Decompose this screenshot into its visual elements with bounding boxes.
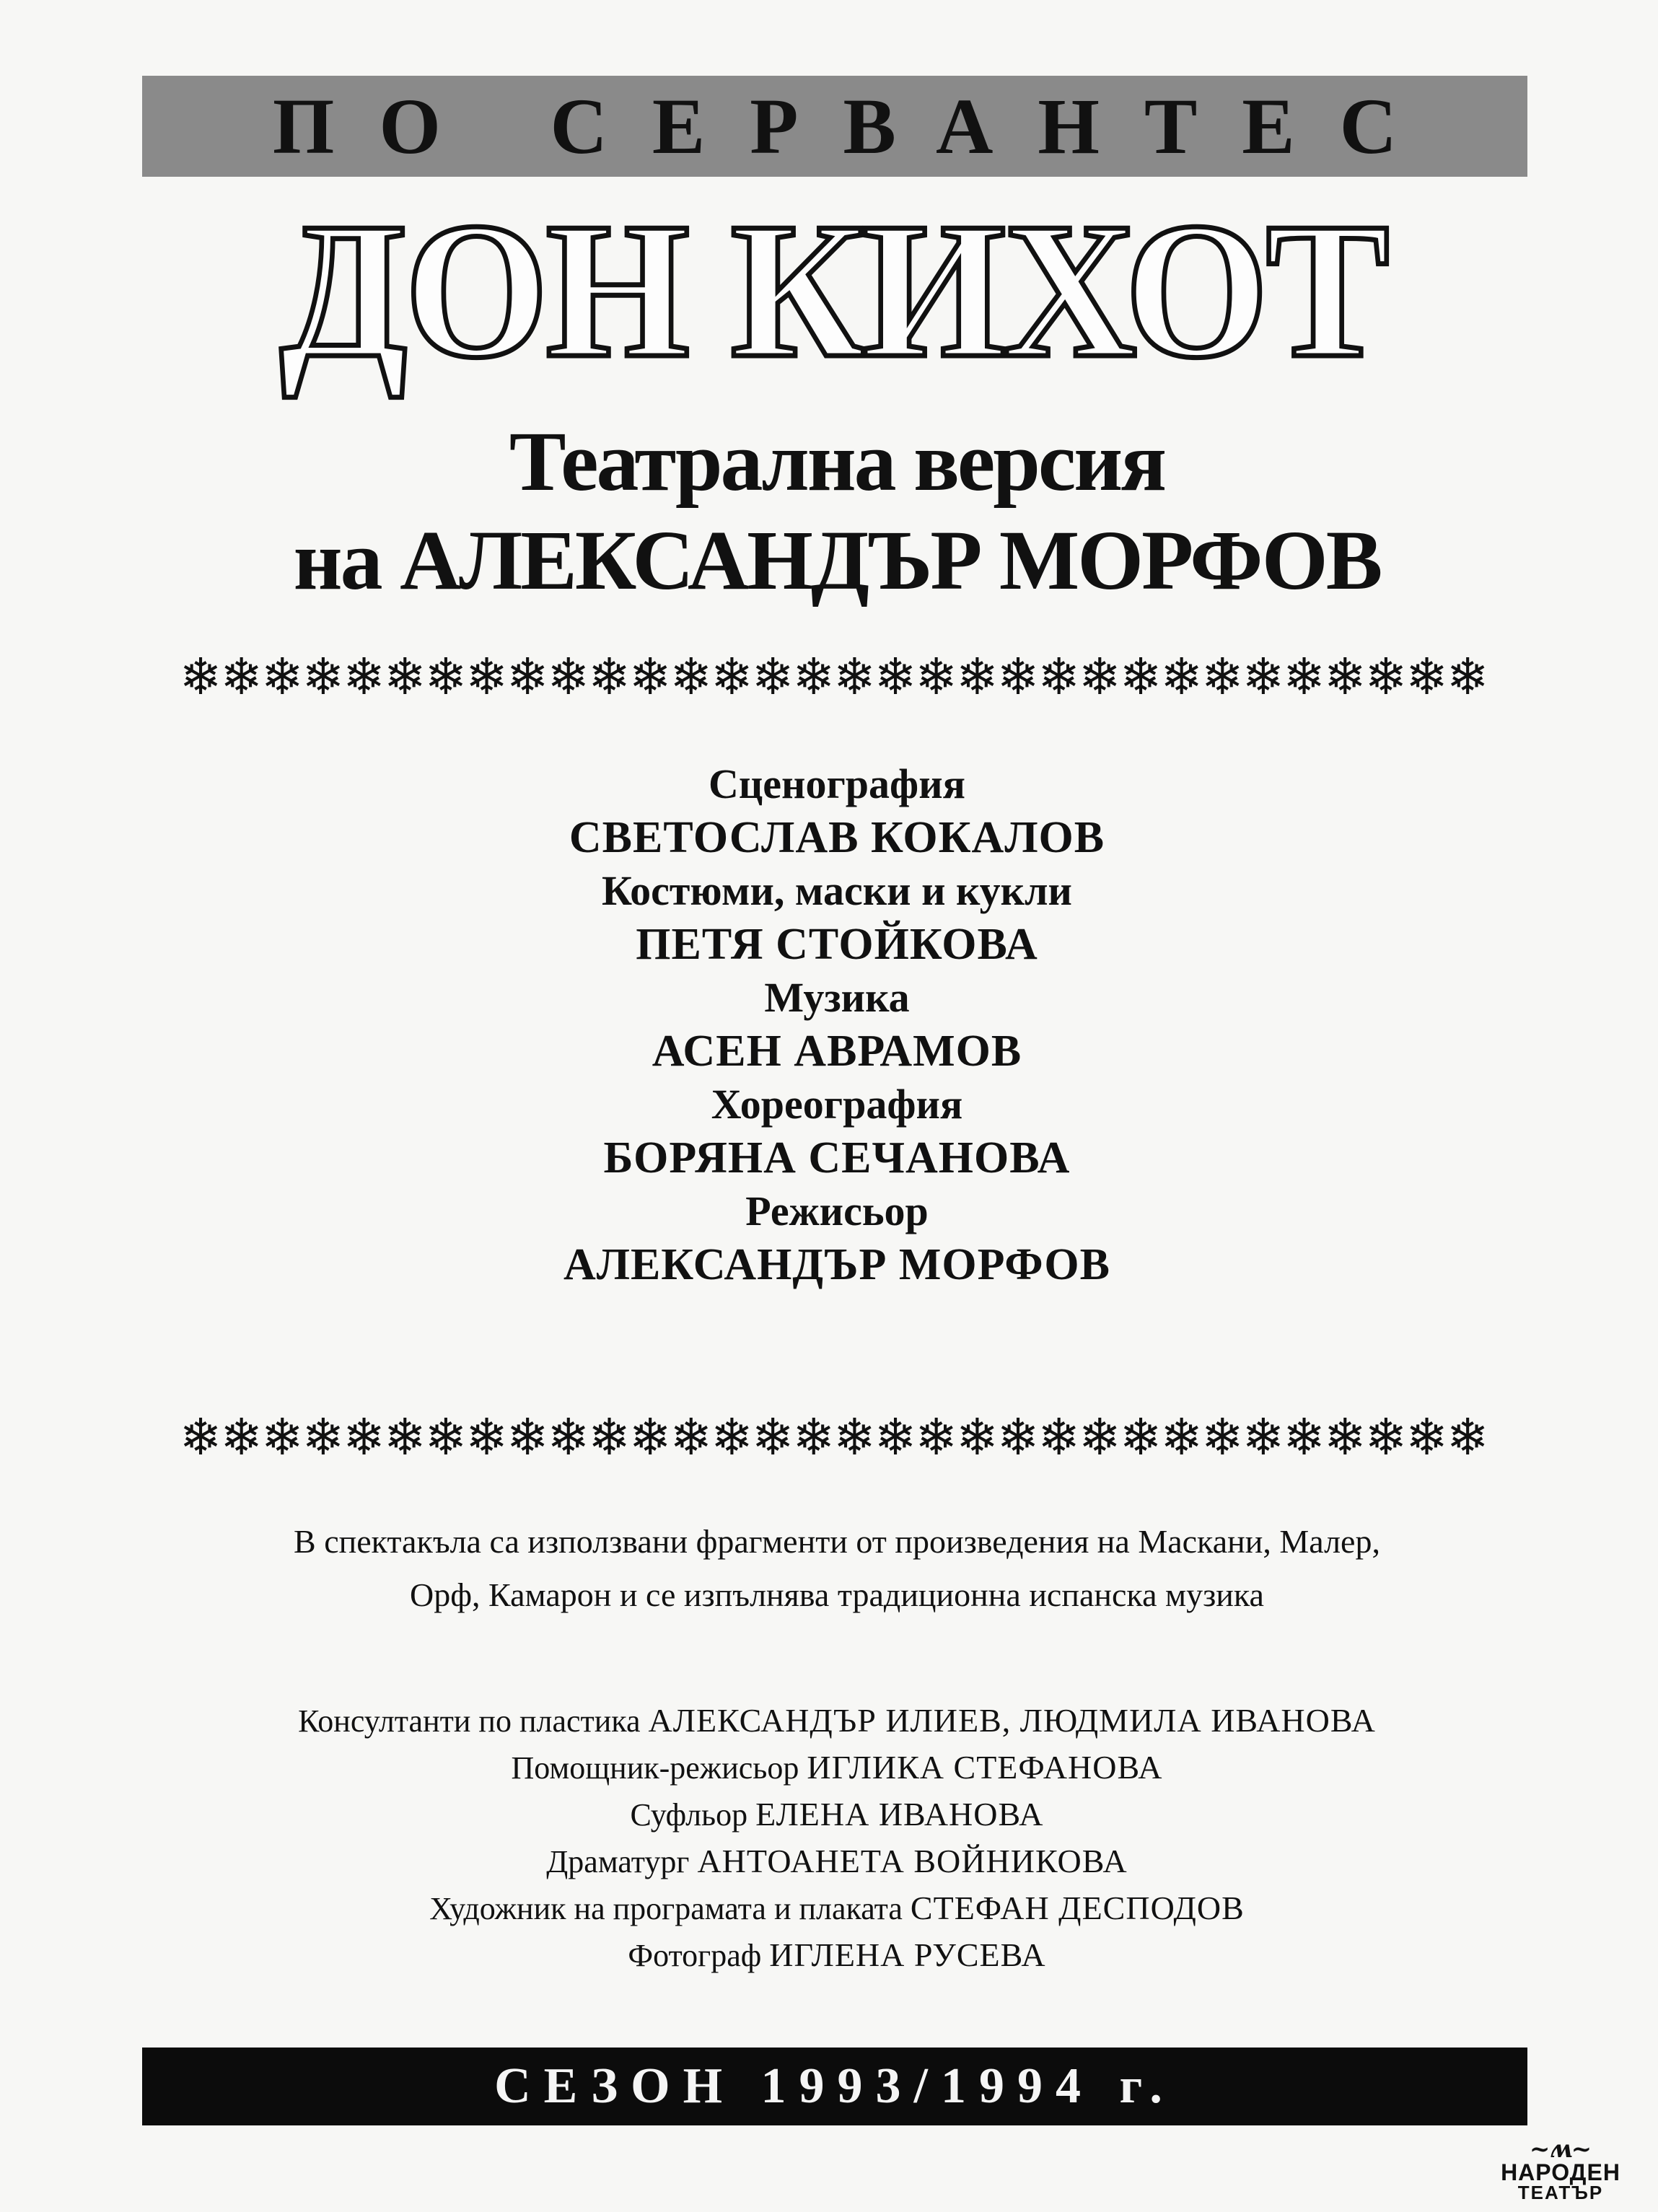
staff-line [173,1885,1501,1932]
staff-line [173,1698,1501,1744]
credit-name: АЛЕКСАНДЪР МОРФОВ [563,1240,1111,1289]
credit-role: Сценография [709,760,965,807]
credits-block [216,759,1457,1293]
staff-label: Художник на програмата и плаката [429,1891,903,1926]
staff-label: Помощник-режисьор [511,1750,799,1786]
credit-name: СВЕТОСЛАВ КОКАЛОВ [569,813,1105,862]
staff-value: АЛЕКСАНДЪР ИЛИЕВ, ЛЮДМИЛА ИВАНОВА [648,1702,1376,1739]
credit-name: БОРЯНА СЕЧАНОВА [603,1133,1071,1182]
staff-label: Фотограф [628,1938,762,1973]
logo-line: НАРОДЕН [1501,2159,1620,2185]
staff-label: Драматург [546,1844,690,1879]
staff-label: Консултанти по пластика [298,1703,641,1739]
season-banner [142,2048,1527,2125]
staff-line [173,1791,1501,1838]
staff-line [173,1932,1501,1979]
subtitle-author: на АЛЕКСАНДЪР МОРФОВ [293,513,1381,607]
logo-line: ТЕАТЪР [1517,2182,1604,2203]
author-line: ПО СЕРВАНТЕС [272,82,1442,170]
season-label: СЕЗОН 1993/1994 г. [494,2058,1175,2114]
staff-value: СТЕФАН ДЕСПОДОВ [910,1890,1245,1926]
staff-value: ЕЛЕНА ИВАНОВА [755,1796,1044,1833]
credit-name: АСЕН АВРАМОВ [652,1027,1022,1076]
music-note-line: В спектакъла са използвани фрагменти от произведения на Маскани, Малер, [294,1523,1380,1560]
author-banner [142,76,1527,177]
staff-label: Суфльор [630,1797,748,1833]
credit-role: Музика [764,974,910,1021]
snowflake-divider-top: ❄❄❄❄❄❄❄❄❄❄❄❄❄❄❄❄❄❄❄❄❄❄❄❄❄❄❄❄❄❄❄❄ [179,648,1488,706]
credit-role: Хореография [711,1081,963,1128]
signature-icon: ~ʍ~ [1529,2135,1592,2164]
staff-list [173,1698,1501,1979]
staff-line [173,1744,1501,1791]
music-note-line: Орф, Камарон и се изпълнява традиционна испанска музика [410,1576,1264,1613]
play-title: ДОН КИХОТ [280,183,1387,398]
staff-value: ИГЛИКА СТЕФАНОВА [807,1749,1163,1786]
staff-value: АНТОАНЕТА ВОЙНИКОВА [697,1843,1128,1879]
national-theatre-logo [1478,2137,1644,2205]
staff-line [173,1838,1501,1885]
snowflake-divider-bottom: ❄❄❄❄❄❄❄❄❄❄❄❄❄❄❄❄❄❄❄❄❄❄❄❄❄❄❄❄❄❄❄❄ [179,1408,1488,1466]
subtitle-version: Театрална версия [509,414,1165,509]
credit-role: Режисьор [745,1188,929,1234]
credit-role: Костюми, маски и кукли [602,867,1072,914]
credit-name: ПЕТЯ СТОЙКОВА [636,920,1038,969]
music-note [173,1515,1501,1622]
staff-value: ИГЛЕНА РУСЕВА [769,1936,1046,1973]
